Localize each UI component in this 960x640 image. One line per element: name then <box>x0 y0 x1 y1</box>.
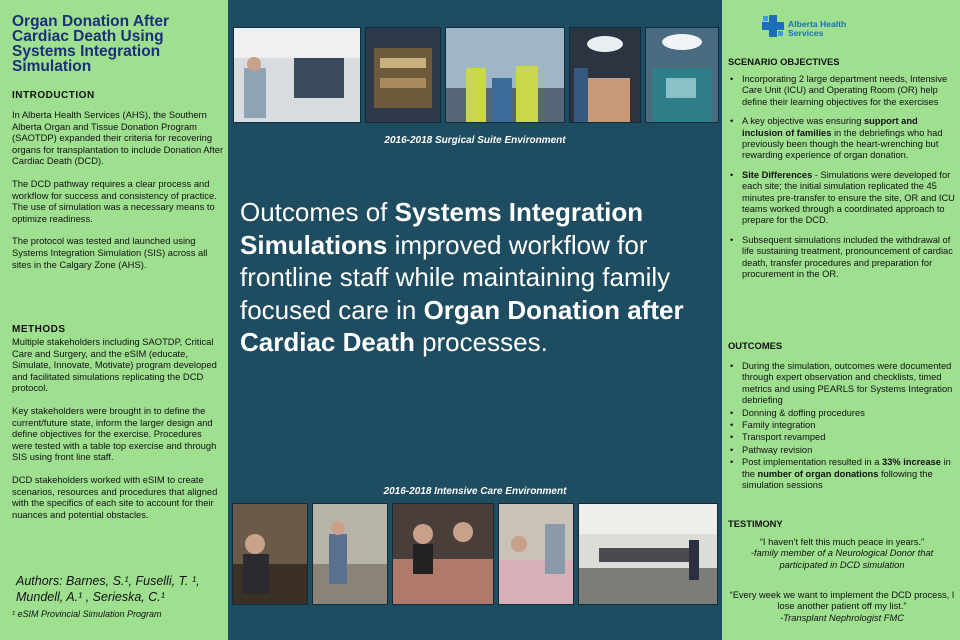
photo-surgical-1 <box>233 27 361 123</box>
surgical-caption: 2016-2018 Surgical Suite Environment <box>384 135 566 146</box>
testimony-heading: TESTIMONY <box>728 518 783 529</box>
scenario-item-emphasis: Site Differences <box>742 169 813 180</box>
methods-paragraph: Key stakeholders were brought in to define the current/future state, inform the larger design and define objectives for the exercise. Procedures were tested with a table top exercise and through SIS using front line staff. <box>12 404 217 463</box>
testimony-quote-1 <box>728 537 956 571</box>
scenario-item-text: Incorporating 2 large department needs, Intensive Care Unit (ICU) and Operating Room (OR) help define their learning objectives for the exercises <box>742 74 948 107</box>
poster-title: Organ Donation After Cardiac Death Using Systems Integration Simulation <box>12 13 170 75</box>
quote-source: -Transplant Nephrologist FMC <box>780 612 904 623</box>
right-column <box>722 0 960 640</box>
outcome-item-emphasis: number of organ donations <box>757 468 879 479</box>
scenario-item-text: in the debriefings who had previously been though the heart-wrenching but rewarding experience of organ donation. <box>742 127 943 161</box>
headline-emphasis: Systems Integration Simulations <box>240 197 644 260</box>
outcome-item-text: following the simulation sessions <box>742 468 933 491</box>
quote-source: participated in DCD simulation <box>779 559 905 570</box>
ahs-logo <box>762 15 846 42</box>
scenario-item-emphasis: support and inclusion of families <box>742 116 918 138</box>
scenario-heading: SCENARIO OBJECTIVES <box>728 56 840 67</box>
outcomes-heading: OUTCOMES <box>728 340 783 351</box>
methods-body <box>12 336 224 531</box>
photo-icu-3 <box>392 503 494 605</box>
surgical-photo-row <box>233 27 719 123</box>
ahs-logo-icon <box>762 15 784 42</box>
headline-text: improved workflow for frontline staff while maintaining family focused care in <box>240 229 671 325</box>
logo-line: Services <box>788 27 824 38</box>
quote-source: -family member of a Neurological Donor that <box>750 548 934 559</box>
quote-text: “Every week we want to implement the DCD process, I lose another patient off my list.” <box>729 590 955 612</box>
photo-surgical-2 <box>365 27 441 123</box>
authors-line: Mundell, A.¹ , Serieska, C.¹ <box>16 590 165 604</box>
list-item <box>728 432 956 443</box>
outcome-item-text: Transport revamped <box>742 432 826 443</box>
photo-surgical-5 <box>645 27 719 123</box>
list-item <box>728 74 956 108</box>
list-item <box>728 170 956 227</box>
list-item <box>728 408 956 419</box>
testimony-quote-2 <box>728 590 956 624</box>
icu-caption: 2016-2018 Intensive Care Environment <box>383 486 567 497</box>
authors <box>16 573 226 605</box>
introduction-heading: INTRODUCTION <box>12 90 95 101</box>
logo-line: Alberta Health <box>788 18 847 29</box>
left-column <box>0 0 228 640</box>
photo-icu-1 <box>232 503 308 605</box>
intro-paragraph: The DCD pathway requires a clear process and workflow for success and consistency of practice. The use of simulation was a necessary means to optimize readiness. <box>12 177 217 224</box>
photo-icu-4 <box>498 503 574 605</box>
list-item <box>728 116 956 162</box>
scenario-item-text: - Simulations were developed for each site; the initial simulation replicated the 45 minutes pre-transfer to ensure the site, OR and ICU teams worked through a coordinated approach to prepare for the DCD. <box>742 169 955 226</box>
intro-paragraph: In Alberta Health Services (AHS), the Southern Alberta Organ and Tissue Donation Program (SAOTDP) expanded their criteria for recovering organs for transplantation to include Donation After Cardiac Death (DCD). <box>12 109 224 167</box>
list-item <box>728 445 956 456</box>
center-column <box>228 0 722 640</box>
photo-surgical-4 <box>569 27 641 123</box>
introduction-body <box>12 109 224 281</box>
outcome-item-text: During the simulation, outcomes were documented through expert observation and checklists, timed metrics and using PEARLS for Systems Integration debriefing <box>742 361 953 406</box>
main-headline <box>240 196 718 359</box>
scenario-item-text: Subsequent simulations included the withdrawal of life sustaining treatment, pronouncement of cardiac death, transfer procedures and preparation for procurement in the OR. <box>742 234 953 280</box>
scenario-item-text: A key objective was ensuring <box>742 116 864 127</box>
methods-paragraph: Multiple stakeholders including SAOTDP, Critical Care and Surgery, and the eSIM (educate, Simulate, Innovate, Motivate) program developed and facilitated simulations replicating the DCD protocol. <box>12 336 217 394</box>
list-item <box>728 420 956 431</box>
list-item <box>728 235 956 281</box>
methods-paragraph: DCD stakeholders worked with eSIM to create scenarios, resources and procedures that aligned with the specifics of each site to account for their nuances and potential obstacles. <box>12 473 218 520</box>
photo-surgical-3 <box>445 27 565 123</box>
methods-heading: METHODS <box>12 324 66 335</box>
outcome-item-text: Post implementation resulted in a <box>742 457 883 468</box>
outcome-item-text: Donning & doffing procedures <box>742 407 865 418</box>
icu-photo-row <box>232 503 718 605</box>
outcome-item-text: Family integration <box>742 420 816 431</box>
headline-text: Outcomes of <box>240 197 395 227</box>
outcome-item-text: in the <box>742 457 951 479</box>
photo-icu-5 <box>578 503 718 605</box>
headline-text: processes. <box>414 327 548 357</box>
authors-line: Authors: Barnes, S.¹, Fuselli, T. ¹, <box>16 574 200 588</box>
quote-text: “I haven’t felt this much peace in years.” <box>759 537 925 547</box>
outcome-item-text: Pathway revision <box>742 444 813 455</box>
intro-paragraph: The protocol was tested and launched using Systems Integration Simulation (SIS) across all sites in the Calgary Zone (AHS). <box>12 235 208 270</box>
outcome-item-emphasis: 33% increase <box>882 457 941 468</box>
headline-emphasis: Organ Donation after Cardiac Death <box>240 294 684 357</box>
list-item <box>728 361 956 407</box>
ahs-logo-text <box>788 20 846 38</box>
scenario-list <box>728 74 956 289</box>
affiliation: ¹ eSIM Provincial Simulation Program <box>12 609 162 619</box>
photo-icu-2 <box>312 503 388 605</box>
list-item <box>728 457 956 491</box>
outcomes-list <box>728 361 956 492</box>
